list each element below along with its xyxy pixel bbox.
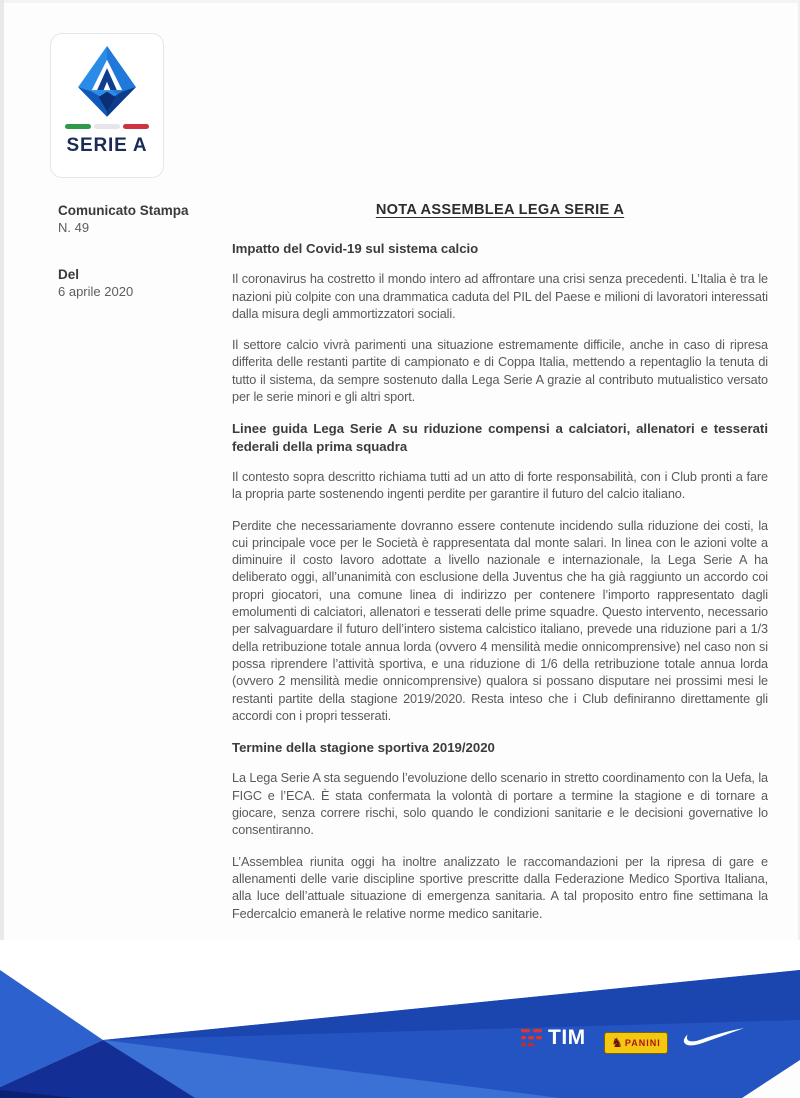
- nike-logo: [683, 1024, 745, 1052]
- serie-a-wordmark: SERIE A: [66, 135, 148, 156]
- section-salary-guidelines: [232, 420, 768, 725]
- panini-knight-icon: ♞: [611, 1034, 623, 1050]
- tricolor-red: [123, 124, 149, 129]
- release-type-label: Comunicato Stampa: [58, 203, 189, 218]
- section-covid-impact: [232, 240, 768, 406]
- section-heading: Linee guida Lega Serie A su riduzione compensi a calciatori, allenatori e tesserati federali della prima squadra: [232, 421, 768, 454]
- sponsor-row: [0, 940, 800, 1098]
- branded-footer: [0, 940, 800, 1098]
- section-heading: Impatto del Covid-19 sul sistema calcio: [232, 241, 479, 256]
- serie-a-monogram-icon: [68, 43, 146, 119]
- release-date-label: Del: [58, 267, 80, 282]
- release-date: 6 aprile 2020: [58, 284, 134, 299]
- section-heading: Termine della stagione sportiva 2019/2020: [232, 740, 495, 756]
- tricolor-green: [65, 124, 91, 129]
- paragraph: Il coronavirus ha costretto il mondo intero ad affrontare una crisi senza precedenti. L’Italia è tra le nazioni più colpite con una drammatica caduta del PIL del Paese e milioni di lavoratori interessati dalla misura degli ammortizzatori sociali.: [232, 272, 768, 321]
- tim-wordmark: TIM: [548, 1026, 586, 1049]
- tim-grid-icon: [521, 1028, 543, 1048]
- document-body: [232, 202, 768, 937]
- tim-logo: [521, 1028, 586, 1048]
- paragraph: L’Assemblea riunita oggi ha inoltre analizzato le raccomandazioni per la ripresa di gare e allenamenti delle varie discipline sportive prescritte dalla Federazione Medico Sportiva Italiana, alla luce dell’attuale situazione di emergenza sanitaria. A tal proposito entro fine settimana la Federcalcio emanerà le relative norme medico sanitarie.: [232, 854, 768, 921]
- section-season-end: [232, 739, 768, 923]
- serie-a-logo: [50, 33, 164, 178]
- nike-swoosh-icon: [683, 1024, 745, 1052]
- paragraph: Il settore calcio vivrà parimenti una situazione estremamente difficile, anche in caso di ripresa differita delle restanti partite di campionato e di Coppa Italia, mettendo a repentaglio la tenuta di tutto il sistema, da sempre sostenuto dalla Lega Serie A grazie al contributo mutualistico versato per le serie minori e gli altri sport.: [232, 338, 768, 405]
- document-title: [232, 202, 768, 218]
- italian-tricolor-stripe: [65, 124, 149, 129]
- release-number: N. 49: [58, 220, 90, 235]
- release-meta: [58, 202, 213, 301]
- paragraph: La Lega Serie A sta seguendo l’evoluzione dello scenario in stretto coordinamento con la Uefa, la FIGC e l’ECA. È stata confermata la volontà di portare a termine la stagione e di tornare a giocare, senza correre rischi, solo quando le condizioni sanitarie e le decisioni governative lo consentiranno.: [232, 771, 768, 838]
- panini-wordmark: PANINI: [624, 1038, 661, 1048]
- paragraph: Perdite che necessariamente dovranno essere contenute incidendo sulla riduzione dei costi, la cui principale voce per le Società è rappresentata dal monte salari. In linea con le azioni volte a diminuire il costo lavoro adottate a livello nazionale e internazionale, la Lega Serie A ha deliberato oggi, all’unanimità con esclusione della Juventus che ha già raggiunto un accordo coi propri giocatori, una comune linea di indirizzo per contenere l’importo rappresentato dagli emolumenti di calciatori, allenatori e tesserati delle prime squadre. Questo intervento, necessario per salvaguardare il futuro dell’intero sistema calcistico italiano, prevede una riduzione pari a 1/3 della retribuzione totale annua lorda (ovvero 4 mensilità medie onnicomprensive) nel caso non si possa riprendere l’attività sportiva, e una riduzione di 1/6 della retribuzione totale annua lorda (ovvero 2 mensilità medie onnicomprensive) qualora si possano disputare nei prossimi mesi le restanti partite della stagione 2019/2020. Resta inteso che i Club definiranno direttamente gli accordi con i propri tesserati.: [232, 518, 768, 723]
- panini-logo: [604, 1032, 668, 1054]
- paragraph: Il contesto sopra descritto richiama tutti ad un atto di forte responsabilità, con i Club pronti a fare la propria parte sostenendo ingenti perdite per garantire il futuro del calcio italiano.: [232, 469, 768, 502]
- document-title-text: NOTA ASSEMBLEA LEGA SERIE A: [375, 202, 625, 218]
- tricolor-white: [94, 124, 120, 129]
